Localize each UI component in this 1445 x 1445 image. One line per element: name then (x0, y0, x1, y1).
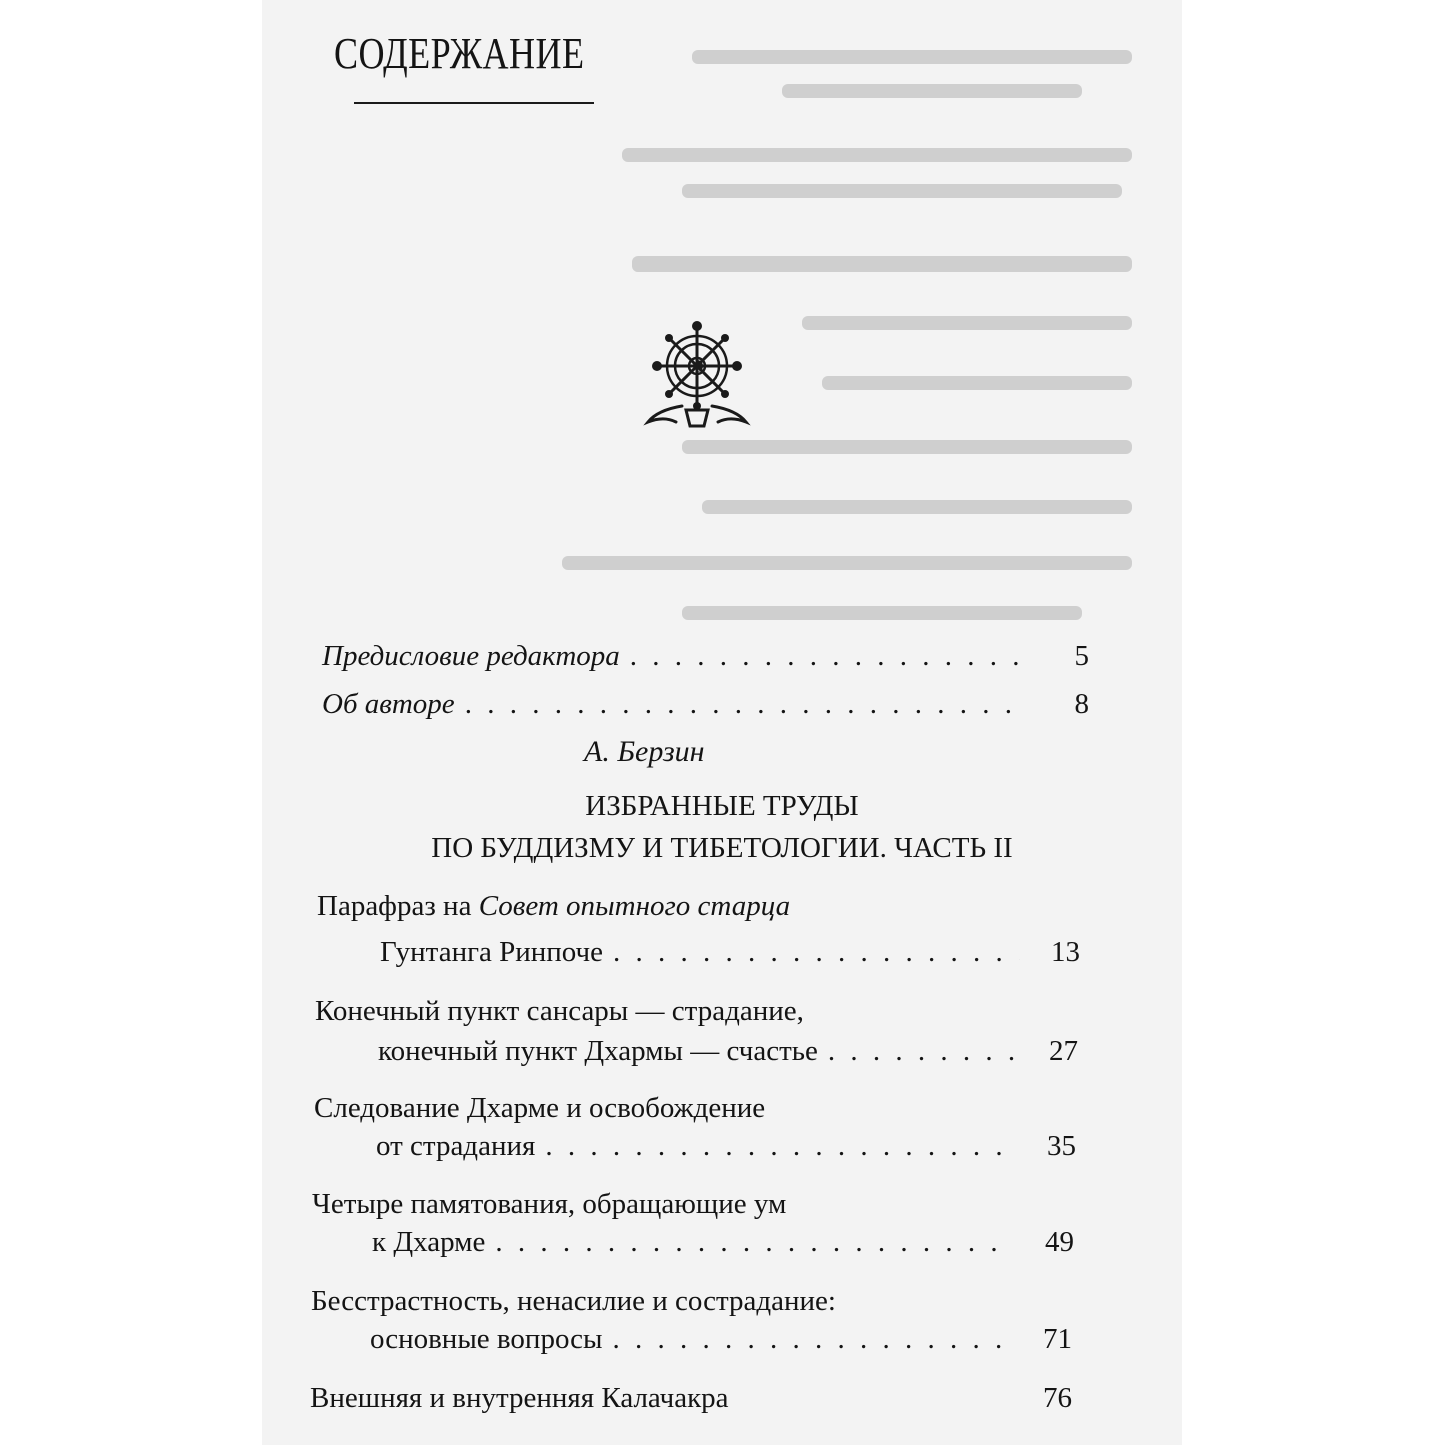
collection-title-line-1: ИЗБРАННЫЕ ТРУДЫ (585, 790, 859, 822)
dot-leader (630, 636, 1029, 676)
toc-entry-title-line-1: Конечный пункт сансары — страдание, (315, 995, 804, 1027)
dot-leader (545, 1126, 1016, 1166)
toc-entry-title-line-2: конечный пункт Дхармы — счастье (378, 1035, 818, 1067)
toc-entry-title-line-2: от страдания (376, 1130, 536, 1162)
toc-entry-title-line-1 (317, 886, 790, 926)
toc-entry-title-line-1: Бесстрастность, ненасилие и сострадание: (311, 1285, 836, 1317)
toc-entry-title-line-2: к Дхарме (372, 1226, 486, 1258)
toc-page-number: 27 (1049, 1035, 1078, 1067)
toc-page-number: 5 (1074, 640, 1089, 672)
toc-entry-title-line-1: Следование Дхарме и освобождение (314, 1092, 766, 1124)
dot-leader (613, 1319, 1012, 1359)
toc-page-number: 13 (1051, 936, 1080, 968)
toc-entry-title-line-2: основные вопросы (370, 1323, 603, 1355)
toc-page-number: 35 (1047, 1130, 1076, 1162)
dot-leader (613, 932, 1020, 972)
page-title: СОДЕРЖАНИЕ (334, 29, 585, 78)
toc-entry-title-italic: Совет опытного старца (478, 890, 791, 922)
toc-entry-title-line-1: Четыре памятования, обращающие ум (312, 1188, 787, 1220)
title-underline (354, 102, 594, 104)
toc-entry-title-line-2: Гунтанга Ринпоче (380, 936, 604, 968)
toc-page-number: 71 (1043, 1323, 1072, 1355)
toc-entry-title: Об авторе (322, 688, 455, 720)
toc-entry-title-prefix: Парафраз на (317, 890, 479, 922)
toc-entry-title: Внешняя и внутренняя Калачакра (310, 1382, 729, 1414)
book-page (262, 0, 1182, 1445)
author-name: А. Берзин (584, 735, 705, 768)
dot-leader (465, 684, 1029, 724)
toc-page-number: 76 (1043, 1382, 1072, 1414)
toc-page-number: 49 (1045, 1226, 1074, 1258)
dharma-wheel-ornament-icon (642, 318, 752, 430)
toc-page-number: 8 (1074, 688, 1089, 720)
dot-leader (495, 1222, 1014, 1262)
toc-entry-title: Предисловие редактора (322, 640, 620, 672)
dot-leader (828, 1031, 1018, 1071)
collection-title-line-2: ПО БУДДИЗМУ И ТИБЕТОЛОГИИ. ЧАСТЬ II (431, 832, 1013, 864)
